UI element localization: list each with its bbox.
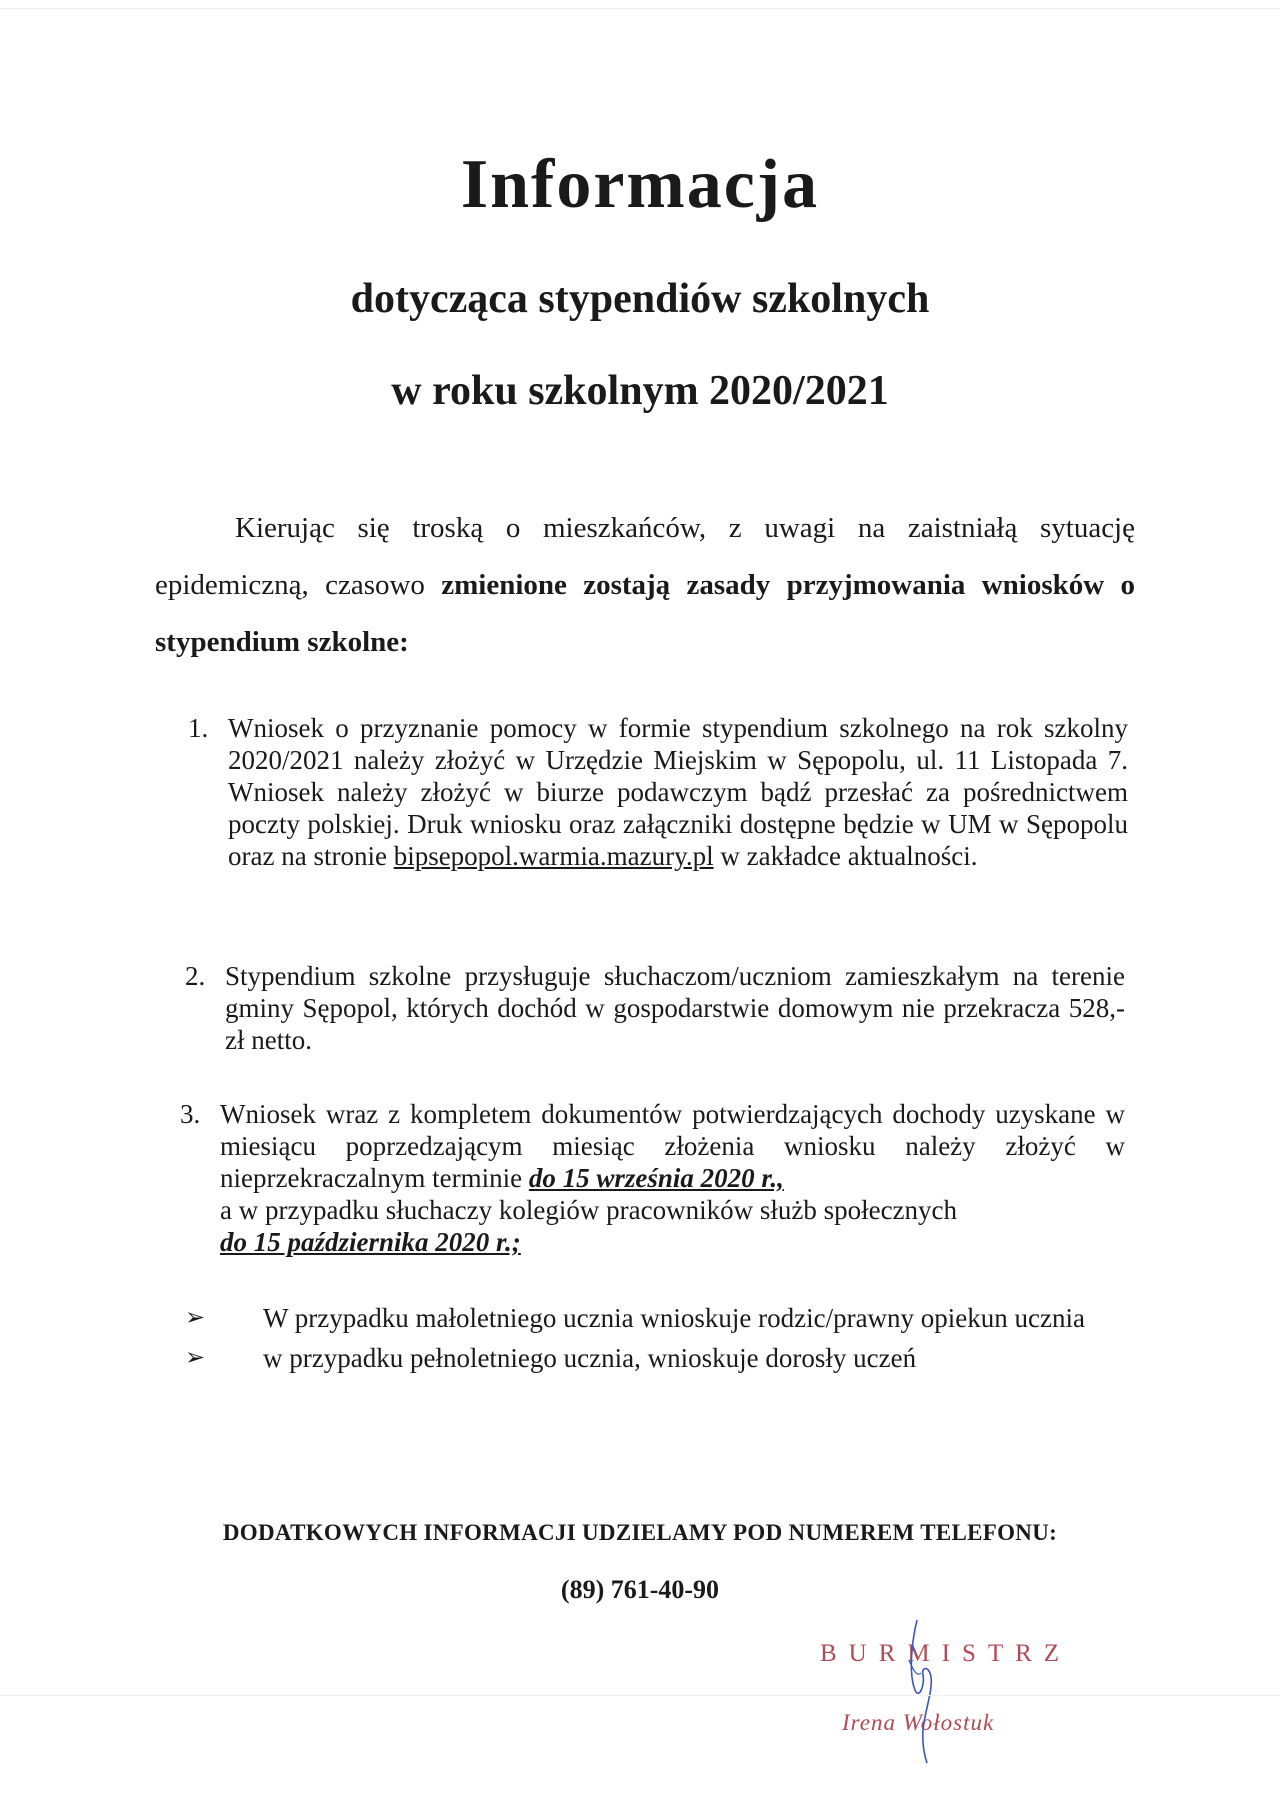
- intro-text: Kierując się troską o mieszkańców, z uwagi na zaistniałą sytuację epidemiczną, czasowo: [155, 512, 1135, 601]
- bullet-item: [185, 1302, 1125, 1334]
- list-item-text-end: w zakładce aktualności.: [713, 841, 978, 871]
- list-item-body: Stypendium szkolne przysługuje słuchaczom/uczniom zamieszkałym na terenie gminy Sępopol, których dochód w gospodarstwie domowym nie przekracza 528,- zł netto.: [225, 961, 1125, 1055]
- list-item-text: Wniosek wraz z kompletem dokumentów potwierdzających dochody uzyskane w miesiącu poprzedzającym miesiąc złożenia wniosku należy złożyć w nieprzekraczalnym terminie: [220, 1099, 1125, 1193]
- list-item-body: [220, 1098, 1125, 1258]
- deadline-october: do 15 października 2020 r.;: [220, 1227, 521, 1257]
- intro-paragraph: [155, 500, 1135, 671]
- bullet-text: w przypadku pełnoletniego ucznia, wnioskuje dorosły uczeń: [263, 1343, 917, 1373]
- website-link[interactable]: bipsepopol.warmia.mazury.pl: [393, 841, 714, 871]
- signature-icon: [895, 1615, 955, 1765]
- arrow-bullet-icon: ➢: [185, 1305, 206, 1331]
- bullet-item: [185, 1342, 1125, 1374]
- intro-bold-text: zmienione zostają zasady przyjmowania wniosków o stypendium szkolne:: [155, 569, 1136, 658]
- list-item-2: [185, 960, 1125, 1056]
- list-item-1: [188, 712, 1128, 872]
- deadline-september: do 15 września 2020 r.,: [528, 1163, 784, 1193]
- list-item-number: 1.: [188, 713, 209, 743]
- document-title: Informacja: [460, 146, 820, 223]
- list-item-text-2: a w przypadku słuchaczy kolegiów pracowników służb społecznych: [220, 1195, 958, 1225]
- stamp-title: BURMISTRZ: [820, 1640, 1072, 1667]
- bullet-list: [185, 1302, 1125, 1382]
- arrow-bullet-icon: ➢: [185, 1345, 206, 1371]
- list-item-number: 2.: [185, 961, 206, 991]
- stamp-name: Irena Wołostuk: [842, 1710, 995, 1735]
- list-item-body: [228, 712, 1128, 872]
- list-item-text: Wniosek o przyznanie pomocy w formie stypendium szkolnego na rok szkolny 2020/2021 należy złożyć w Urzędzie Miejskim w Sępopolu, ul. 11 Listopada 7. Wniosek należy złożyć w biurze podawczym bądź przesłać za pośrednictwem poczty polskiej. Druk wniosku oraz załączniki dostępne będzie w UM w Sępopolu oraz na stronie: [228, 713, 1128, 871]
- list-item-number: 3.: [180, 1099, 201, 1129]
- scan-edge-bottom: [0, 1695, 1280, 1696]
- document-subtitle-line1: dotycząca stypendiów szkolnych: [350, 276, 930, 322]
- scan-edge-top: [0, 8, 1280, 9]
- phone-number: (89) 761-40-90: [560, 1575, 720, 1604]
- list-item-3: [180, 1098, 1125, 1258]
- bullet-text: W przypadku małoletniego ucznia wnioskuje rodzic/prawny opiekun ucznia: [263, 1303, 1085, 1333]
- contact-heading: DODATKOWYCH INFORMACJI UDZIELAMY POD NUMEREM TELEFONU:: [222, 1520, 1058, 1545]
- document-subtitle-line2: w roku szkolnym 2020/2021: [391, 368, 889, 414]
